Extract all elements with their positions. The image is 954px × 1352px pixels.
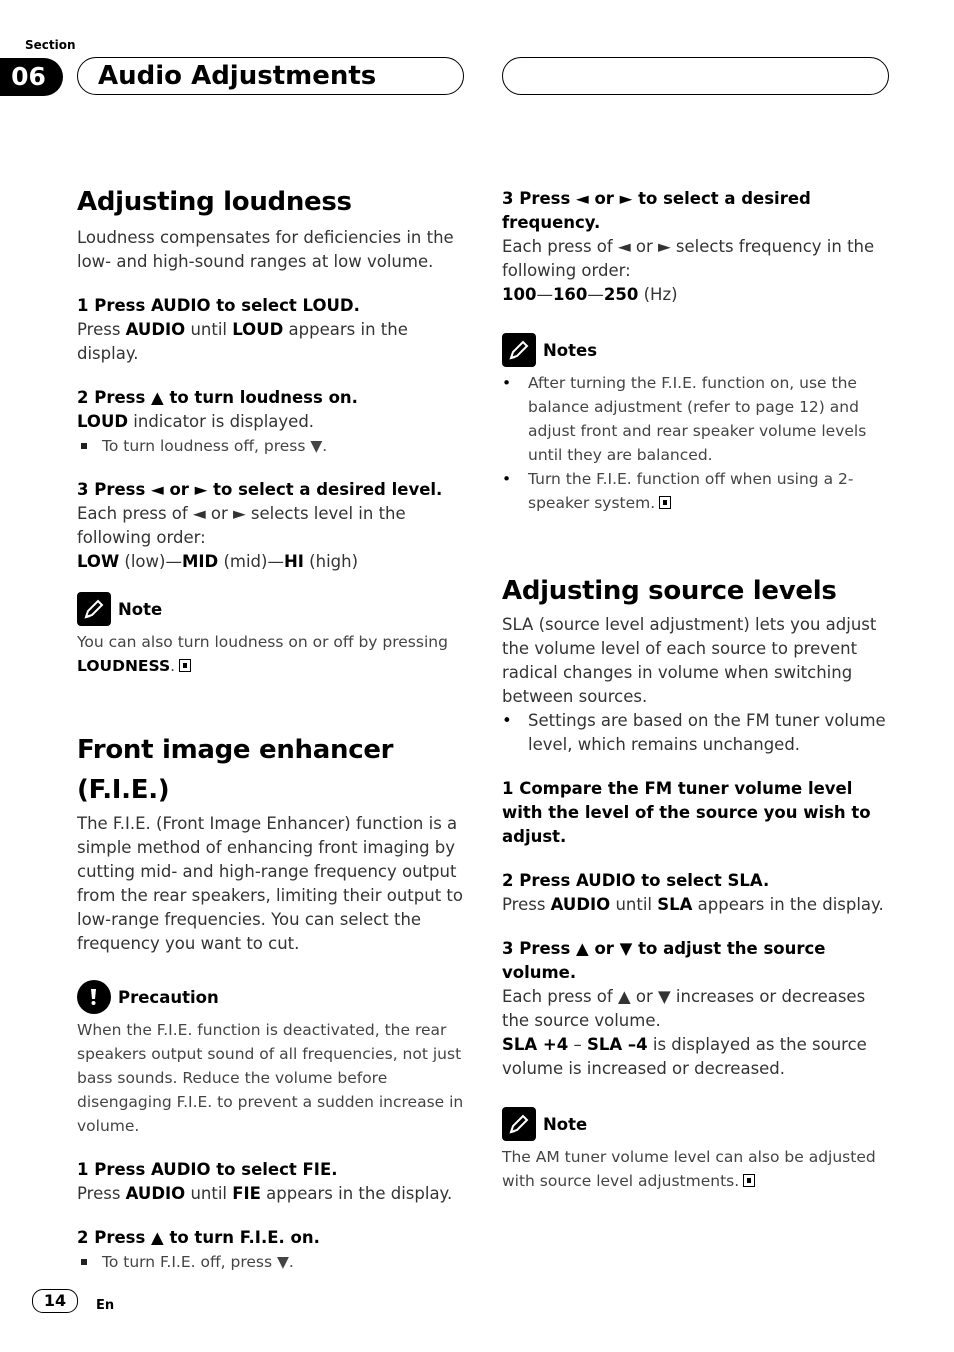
sla-step2-text: Press AUDIO until SLA appears in the display. <box>502 895 884 914</box>
sla-step3-text: Each press of ▲ or ▼ increases or decreases the source volume. <box>502 987 866 1030</box>
sla-step3-title: 3 Press ▲ or ▼ to adjust the source volume. <box>502 939 826 982</box>
left-column <box>77 182 465 1274</box>
end-mark-icon <box>659 496 671 509</box>
fie-step3-text: Each press of ◄ or ► selects frequency in the following order: <box>502 237 875 280</box>
sla-note-label: Note <box>543 1114 588 1134</box>
loudness-note-header <box>77 592 465 626</box>
fie-intro: The F.I.E. (Front Image Enhancer) function is a simple method of enhancing front imaging by cutting mid- and high-range frequency output from the rear speakers, limiting their output to low-range frequencies. You can select the frequency you want to cut. <box>77 814 463 953</box>
precaution-icon <box>77 980 111 1014</box>
loudness-step1-text: Press AUDIO until LOUD appears in the display. <box>77 320 408 363</box>
loudness-step1-title: 1 Press AUDIO to select LOUD. <box>77 296 360 315</box>
loudness-step3-text: Each press of ◄ or ► selects level in the following order: <box>77 504 406 547</box>
loudness-heading: Adjusting loudness <box>77 187 352 217</box>
pencil-note-icon <box>502 1107 536 1141</box>
fie-step2-bullet: To turn F.I.E. off, press ▼. <box>77 1250 465 1274</box>
pencil-note-icon <box>77 592 111 626</box>
precaution-header <box>77 980 465 1014</box>
sla-intro: SLA (source level adjustment) lets you adjust the volume level of each source to prevent radical changes in volume when switching between sources. <box>502 615 877 706</box>
fie-step3-title: 3 Press ◄ or ► to select a desired frequency. <box>502 189 811 232</box>
sla-heading: Adjusting source levels <box>502 576 837 606</box>
pencil-note-icon <box>502 333 536 367</box>
loudness-order: LOW (low)—MID (mid)—HI (high) <box>77 552 359 571</box>
fie-notes-label: Notes <box>543 340 598 360</box>
sla-bullet: • Settings are based on the FM tuner volume level, which remains unchanged. <box>502 709 890 757</box>
header-empty-frame <box>502 57 889 95</box>
fie-step1-text: Press AUDIO until FIE appears in the display. <box>77 1184 453 1203</box>
section-label: Section <box>25 38 76 52</box>
right-column <box>502 187 890 1193</box>
loudness-intro: Loudness compensates for deficiencies in the low- and high-sound ranges at low volume. <box>77 228 454 271</box>
page-number: 14 <box>32 1289 78 1313</box>
fie-step1-title: 1 Press AUDIO to select FIE. <box>77 1160 338 1179</box>
end-mark-icon <box>743 1174 755 1187</box>
fie-note-item: • Turn the F.I.E. function off when using a 2-speaker system. <box>502 467 890 515</box>
loudness-step3-title: 3 Press ◄ or ► to select a desired level. <box>77 480 443 499</box>
language-label: En <box>96 1298 115 1313</box>
fie-note-item: • After turning the F.I.E. function on, use the balance adjustment (refer to page 12) and adjust front and rear speaker volume levels until they are balanced. <box>502 371 890 467</box>
fie-step2-title: 2 Press ▲ to turn F.I.E. on. <box>77 1228 320 1247</box>
fie-notes-header <box>502 333 890 367</box>
loudness-note-text: You can also turn loudness on or off by pressing LOUDNESS. <box>77 633 448 675</box>
fie-heading: Front image enhancer (F.I.E.) <box>77 735 394 805</box>
loudness-step2-bullet: To turn loudness off, press ▼. <box>77 434 465 458</box>
sla-step2-title: 2 Press AUDIO to select SLA. <box>502 871 770 890</box>
loudness-step2-title: 2 Press ▲ to turn loudness on. <box>77 388 358 407</box>
section-number: 06 <box>0 58 63 96</box>
sla-note-text: The AM tuner volume level can also be adjusted with source level adjustments. <box>502 1148 876 1190</box>
sla-step1-title: 1 Compare the FM tuner volume level with the level of the source you wish to adjust. <box>502 779 871 846</box>
page-title: Audio Adjustments <box>98 61 377 91</box>
precaution-text: When the F.I.E. function is deactivated, the rear speakers output sound of all frequencies, not just bass sounds. Reduce the volume before disengaging F.I.E. to prevent a sudden increase in volume. <box>77 1021 464 1135</box>
end-mark-icon <box>179 659 191 672</box>
loudness-step2-text: LOUD indicator is displayed. <box>77 412 315 431</box>
loudness-note-label: Note <box>118 599 163 619</box>
fie-frequency-order: 100—160—250 (Hz) <box>502 285 678 304</box>
sla-note-header <box>502 1107 890 1141</box>
sla-range-text: SLA +4 – SLA –4 is displayed as the source volume is increased or decreased. <box>502 1035 867 1078</box>
precaution-label: Precaution <box>118 987 219 1007</box>
